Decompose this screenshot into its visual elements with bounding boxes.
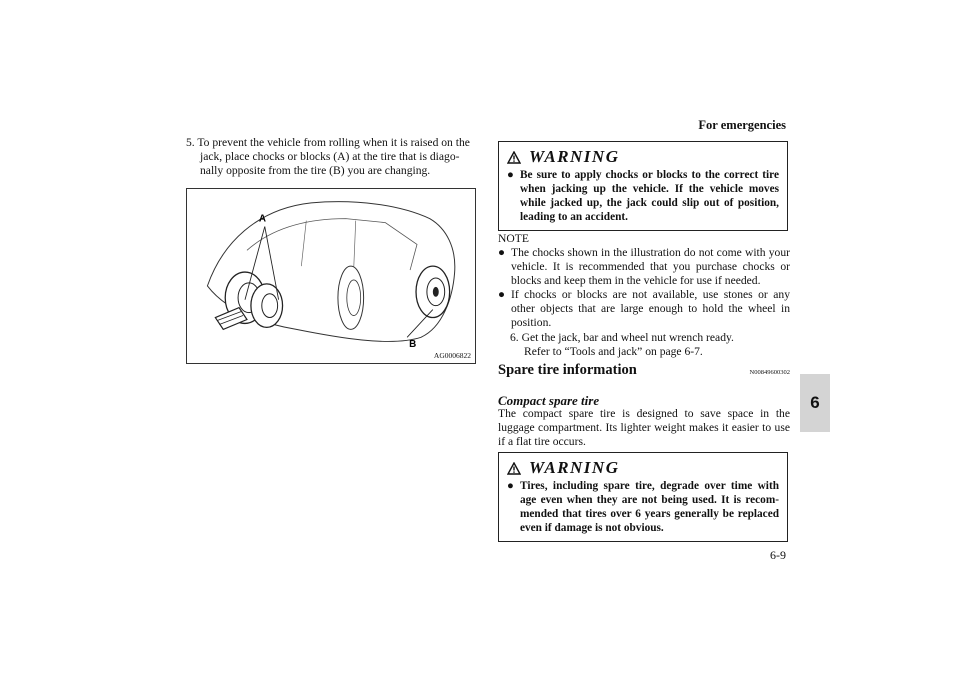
section-code: N00849600302 bbox=[749, 369, 790, 376]
warning-text: ● Be sure to apply chocks or blocks to the correct tire when jacking up the vehicle. If the vehicle moves while jacked up, the jack could slip out of position, leading to an accident. bbox=[507, 169, 779, 223]
subsection-heading: Compact spare tire bbox=[498, 393, 600, 408]
bullet-icon: ● bbox=[507, 169, 514, 181]
section-heading: Spare tire information bbox=[498, 362, 637, 378]
step-6-text bbox=[498, 331, 790, 359]
label-a: A bbox=[258, 213, 266, 225]
warning-box-tire-age bbox=[498, 452, 788, 542]
chapter-tab: 6 bbox=[800, 374, 830, 432]
step-5-line1: 5. To prevent the vehicle from rolling when it is raised on the bbox=[186, 136, 470, 149]
label-b: B bbox=[409, 339, 417, 351]
warning-header bbox=[507, 146, 779, 168]
warning-text: ● Tires, including spare tire, degrade over time with age even when they are not being used. It is recom-mended that tires over 6 years generally be replaced even if damage is not obvious. bbox=[507, 480, 779, 534]
vehicle-chock-drawing bbox=[187, 189, 475, 363]
step-5-line3: nally opposite from the tire (B) you are changing. bbox=[200, 164, 431, 177]
step-5-text bbox=[186, 136, 478, 178]
spare-tire-paragraph: The compact spare tire is designed to save space in the luggage compartment. Its lighter weight makes it easier to use if a flat tire occurs. bbox=[498, 407, 790, 448]
note-label: NOTE bbox=[498, 232, 529, 245]
bullet-icon: ● bbox=[507, 480, 514, 492]
note-item: ● If chocks or blocks are not available, use stones or any other objects that are large enough to hold the wheel in position. bbox=[498, 288, 790, 329]
note-item: ● The chocks shown in the illustration do not come with your vehicle. It is recommended that you purchase chocks or blocks and keep them in the vehicle for use if needed. bbox=[498, 246, 790, 287]
step-6-line2: Refer to “Tools and jack” on page 6-7. bbox=[524, 345, 703, 358]
warning-triangle-icon bbox=[507, 151, 521, 164]
note-section bbox=[498, 232, 790, 330]
warning-box-chocks bbox=[498, 141, 788, 231]
warning-header bbox=[507, 457, 779, 479]
bullet-icon: ● bbox=[498, 246, 506, 259]
step-6-line1: 6. Get the jack, bar and wheel nut wrench ready. bbox=[510, 331, 734, 344]
page-number: 6-9 bbox=[770, 548, 786, 562]
section-header: For emergencies bbox=[698, 118, 786, 132]
figure-code: AG0006822 bbox=[433, 351, 471, 360]
bullet-icon: ● bbox=[498, 288, 506, 301]
warning-title: WARNING bbox=[529, 147, 620, 166]
step-5-line2: jack, place chocks or blocks (A) at the tire that is diago- bbox=[200, 150, 460, 163]
warning-triangle-icon bbox=[507, 462, 521, 475]
chock-illustration bbox=[186, 188, 476, 364]
warning-title: WARNING bbox=[529, 458, 620, 477]
